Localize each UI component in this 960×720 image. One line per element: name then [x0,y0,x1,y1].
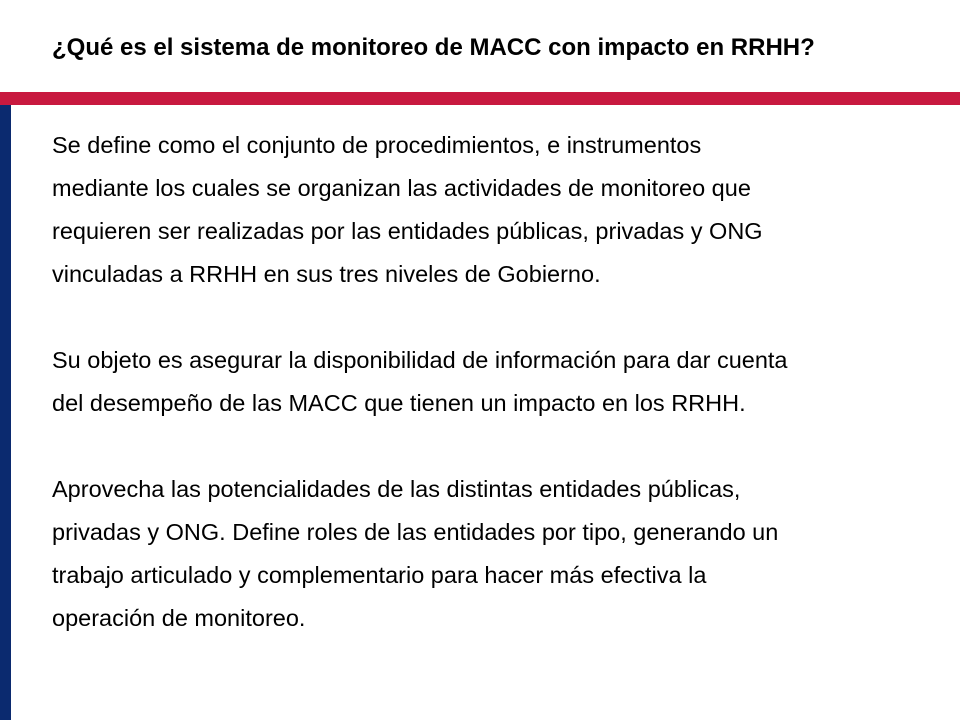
paragraph-line: trabajo articulado y complementario para hacer más efectiva la [52,562,707,588]
paragraph-definition [52,124,932,296]
paragraph-line: Se define como el conjunto de procedimientos, e instrumentos [52,132,702,158]
accent-bar [0,92,960,105]
paragraph-objective [52,339,932,425]
paragraph-line: Aprovecha las potencialidades de las distintas entidades públicas, [52,476,741,502]
paragraph-line: Su objeto es asegurar la disponibilidad de información para dar cuenta [52,347,788,373]
paragraph-approach [52,468,932,640]
paragraph-line: requieren ser realizadas por las entidades públicas, privadas y ONG [52,218,763,244]
paragraph-line: operación de monitoreo. [52,605,306,631]
paragraph-line: privadas y ONG. Define roles de las entidades por tipo, generando un [52,519,779,545]
paragraph-line: mediante los cuales se organizan las actividades de monitoreo que [52,175,751,201]
slide-body [52,124,932,683]
paragraph-line: del desempeño de las MACC que tienen un impacto en los RRHH. [52,390,746,416]
side-bar [0,105,11,720]
slide-title: ¿Qué es el sistema de monitoreo de MACC con impacto en RRHH? [52,34,815,61]
paragraph-line: vinculadas a RRHH en sus tres niveles de Gobierno. [52,261,601,287]
